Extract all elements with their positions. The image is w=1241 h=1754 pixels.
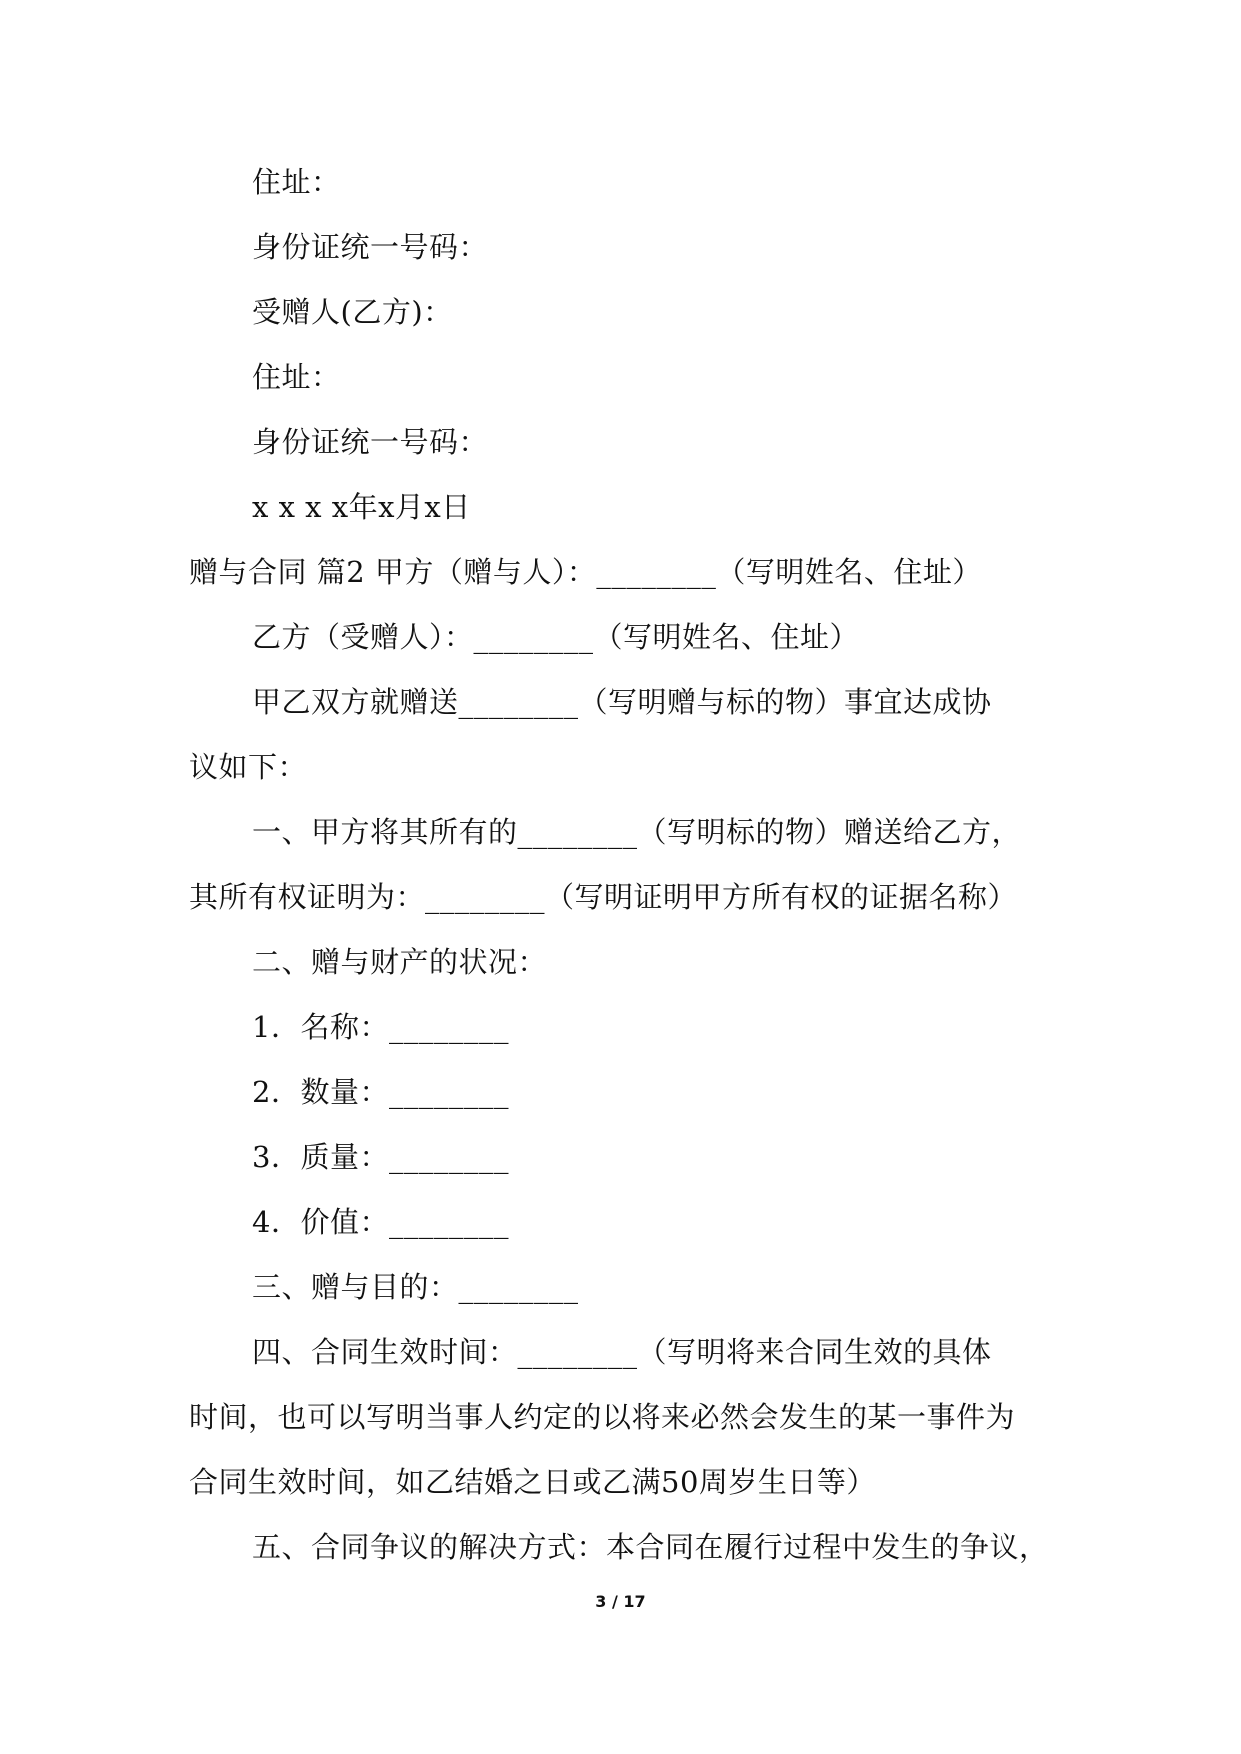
text-line-clause-3: 三、赠与目的：________ — [252, 1270, 579, 1304]
text-line-item-value: 4．价值：________ — [252, 1205, 509, 1239]
text-line-date: x x x x年x月x日 — [252, 490, 471, 524]
text-line-clause-1b: 其所有权证明为：________（写明证明甲方所有权的证据名称） — [189, 880, 1018, 914]
text-line-item-quantity: 2．数量：________ — [252, 1075, 509, 1109]
text-line-clause-4b: 时间，也可以写明当事人约定的以将来必然会发生的某一事件为 — [189, 1400, 1016, 1434]
text-line-id-2: 身份证统一号码： — [252, 425, 489, 459]
text-line-address-2: 住址： — [252, 360, 341, 394]
text-line-clause-5: 五、合同争议的解决方式：本合同在履行过程中发生的争议， — [252, 1530, 1049, 1564]
text-line-item-name: 1．名称：________ — [252, 1010, 509, 1044]
page-number: 3 / 17 — [595, 1592, 646, 1611]
text-line-address-1: 住址： — [252, 165, 341, 199]
text-line-donee: 受赠人(乙方)： — [252, 295, 453, 329]
text-line-clause-1a: 一、甲方将其所有的________（写明标的物）赠送给乙方， — [252, 815, 1022, 849]
text-line-clause-4c: 合同生效时间，如乙结婚之日或乙满50周岁生日等） — [189, 1465, 876, 1499]
text-line-agreement-2: 议如下： — [189, 750, 308, 784]
text-line-id-1: 身份证统一号码： — [252, 230, 489, 264]
text-line-agreement-1: 甲乙双方就赠送________（写明赠与标的物）事宜达成协 — [252, 685, 992, 719]
text-line-clause-4a: 四、合同生效时间：________（写明将来合同生效的具体 — [252, 1335, 992, 1369]
text-line-party-b: 乙方（受赠人）：________（写明姓名、住址） — [252, 620, 860, 654]
text-line-item-quality: 3．质量：________ — [252, 1140, 509, 1174]
text-line-section-heading: 赠与合同 篇2 甲方（赠与人）：________（写明姓名、住址） — [189, 555, 982, 589]
text-line-clause-2: 二、赠与财产的状况： — [252, 945, 548, 979]
